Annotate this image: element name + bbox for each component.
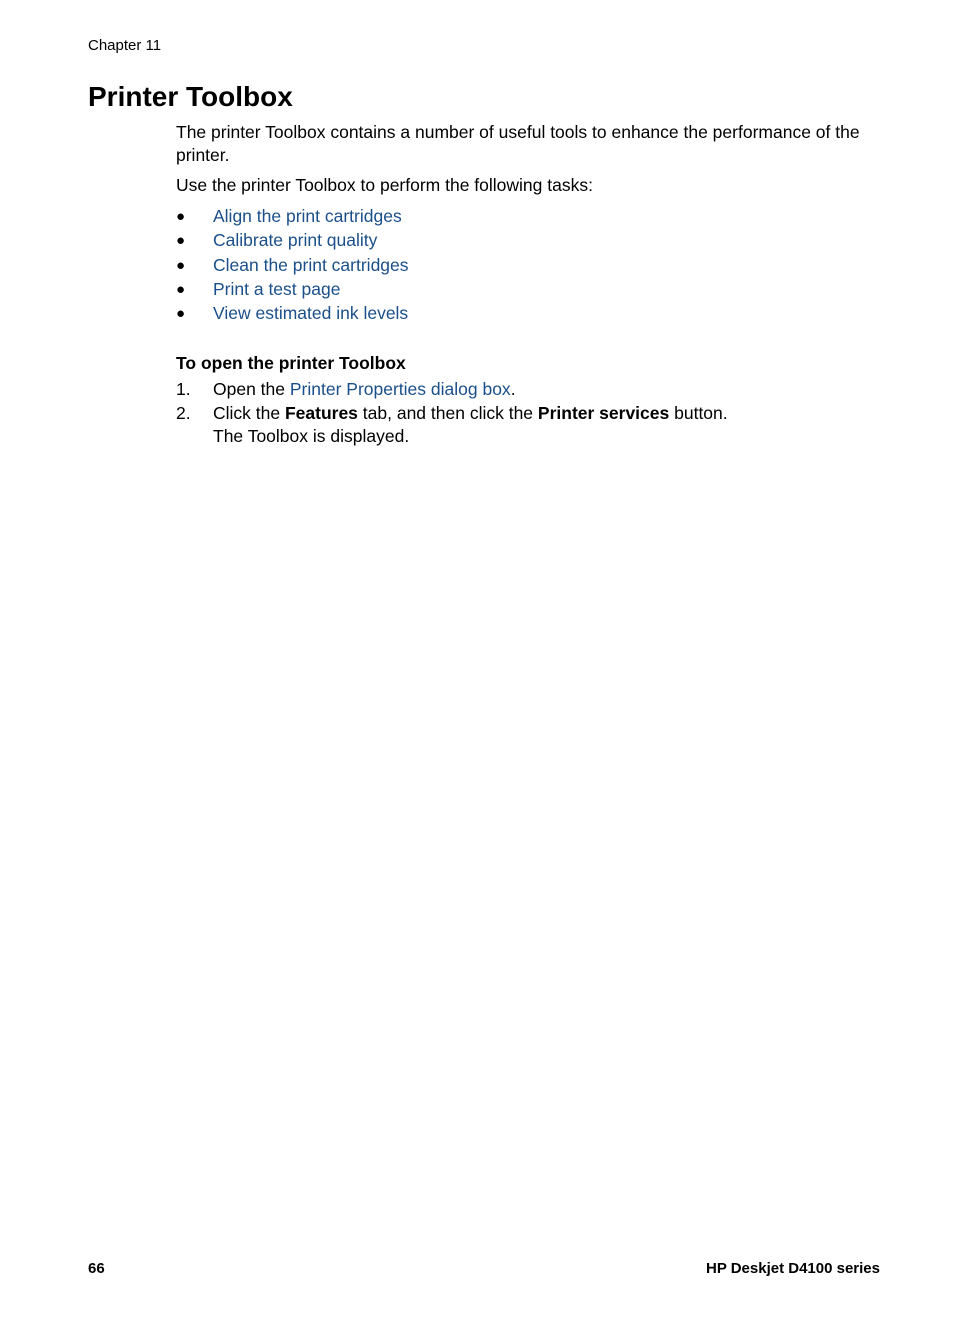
step-2 [176,402,886,449]
list-item [176,229,409,253]
step-1 [176,378,886,402]
step-result: The Toolbox is displayed. [213,426,410,446]
list-item [176,205,409,229]
bullet-icon: ● [176,232,186,250]
list-item [176,278,409,302]
step-text: Click the [213,402,285,423]
step-text: tab, and then click the [357,402,538,423]
bullet-icon: ● [176,256,186,274]
tasks-lead-paragraph: Use the printer Toolbox to perform the following tasks: [176,175,593,195]
step-number: 2. [176,402,191,423]
list-item [176,254,409,278]
step-number: 1. [176,379,191,399]
list-item [176,302,409,326]
bullet-icon: ● [176,305,186,322]
bullet-icon: ● [176,208,186,225]
procedure-steps [176,378,886,449]
product-name: HP Deskjet D4100 series [705,1260,880,1277]
print-test-page-link[interactable]: Print a test page [213,278,341,299]
page-title: Printer Toolbox [88,81,293,112]
calibrate-quality-link[interactable]: Calibrate print quality [213,230,378,251]
task-link-list [176,205,409,326]
intro-paragraph: The printer Toolbox contains a number of useful tools to enhance the performance of the printer. [176,122,860,165]
procedure-heading: To open the printer Toolbox [176,353,406,373]
printer-properties-link[interactable]: Printer Properties dialog box [289,379,511,399]
step-text: Open the [213,379,290,399]
clean-cartridges-link[interactable]: Clean the print cartridges [213,254,409,275]
align-cartridges-link[interactable]: Align the print cartridges [213,206,402,226]
step-text-suffix: . [510,379,516,399]
view-ink-levels-link[interactable]: View estimated ink levels [213,303,409,323]
page-number: 66 [88,1260,105,1277]
step-text: button. [669,402,728,423]
bullet-icon: ● [176,280,186,298]
features-tab-term: Features [284,402,358,423]
running-header-chapter: Chapter 11 [88,37,162,54]
printer-services-term: Printer services [537,402,670,423]
